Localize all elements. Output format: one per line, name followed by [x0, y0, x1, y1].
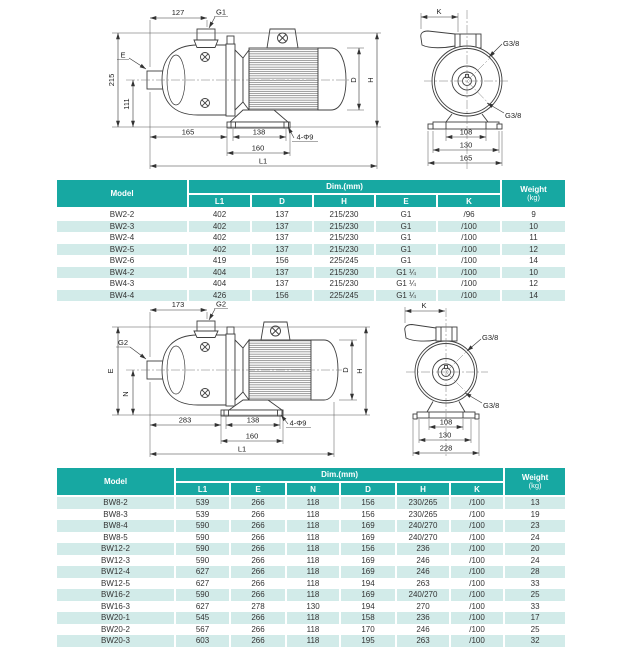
value-cell: /100: [450, 612, 504, 624]
inlet-label: E: [120, 50, 126, 60]
weight-unit: (kg): [528, 481, 542, 490]
col-header-d: D: [340, 482, 396, 496]
model-cell: BW2-3: [56, 221, 188, 233]
dim-label-height: H: [366, 77, 375, 83]
value-cell: /100: [437, 278, 501, 290]
value-cell: 156: [340, 509, 396, 521]
table-row: [56, 520, 566, 532]
value-cell: 137: [251, 221, 313, 233]
model-cell: BW8-4: [56, 520, 175, 532]
value-cell: 590: [175, 555, 230, 567]
port-upper-label: G3/8: [482, 333, 499, 342]
value-cell: 118: [286, 543, 340, 555]
value-cell: 14: [501, 290, 566, 302]
value-cell: 17: [504, 612, 566, 624]
value-cell: 230/265: [396, 496, 450, 509]
table-row: [56, 509, 566, 521]
value-cell: 240/270: [396, 589, 450, 601]
value-cell: 266: [230, 520, 286, 532]
col-header-h: H: [396, 482, 450, 496]
value-cell: 10: [501, 221, 566, 233]
weight-label: Weight: [521, 473, 549, 482]
table-row: [56, 624, 566, 636]
value-cell: /100: [437, 267, 501, 279]
value-cell: /100: [437, 244, 501, 256]
weight-label: Weight: [520, 185, 547, 194]
col-header-d: D: [251, 194, 313, 208]
dim-label-foot: 160: [245, 431, 259, 441]
value-cell: 14: [501, 255, 566, 267]
value-cell: /100: [450, 520, 504, 532]
value-cell: 11: [501, 232, 566, 244]
value-cell: 23: [504, 520, 566, 532]
value-cell: 404: [188, 278, 251, 290]
port-lower-label: G3/8: [483, 401, 500, 410]
table-row: [56, 589, 566, 601]
value-cell: 240/270: [396, 532, 450, 544]
value-cell: G1: [375, 221, 437, 233]
value-cell: 33: [504, 578, 566, 590]
value-cell: 225/245: [313, 255, 375, 267]
value-cell: 156: [340, 496, 396, 509]
value-cell: G1: [375, 255, 437, 267]
dim-label-k: K: [421, 301, 427, 310]
dim-label-k: K: [436, 7, 442, 16]
value-cell: 402: [188, 244, 251, 256]
dim-label-108: 108: [459, 127, 473, 137]
table-row: [56, 543, 566, 555]
value-cell: 118: [286, 578, 340, 590]
table-row: [56, 232, 566, 244]
value-cell: 236: [396, 612, 450, 624]
dim-label-base-left: 283: [178, 415, 192, 425]
model-cell: BW8-3: [56, 509, 175, 521]
dim-label-foot: 160: [251, 143, 265, 153]
model-cell: BW8-2: [56, 496, 175, 509]
value-cell: 25: [504, 589, 566, 601]
dim-label-holes-span: 138: [252, 127, 266, 137]
dim-label-108: 108: [439, 417, 453, 427]
value-cell: 246: [396, 566, 450, 578]
value-cell: G1 ¼: [375, 267, 437, 279]
value-cell: G1: [375, 232, 437, 244]
value-cell: 266: [230, 624, 286, 636]
weight-unit: (kg): [527, 193, 541, 202]
dim-label-motor-dia: D: [341, 367, 350, 373]
value-cell: 118: [286, 496, 340, 509]
col-header-k: K: [437, 194, 501, 208]
model-cell: BW4-4: [56, 290, 188, 302]
value-cell: 169: [340, 589, 396, 601]
port-lower-label: G3/8: [505, 111, 522, 120]
value-cell: 118: [286, 520, 340, 532]
table-row: [56, 601, 566, 613]
value-cell: 266: [230, 635, 286, 647]
value-cell: 215/230: [313, 208, 375, 221]
holes-label: 4-Φ9: [296, 132, 314, 142]
col-header-l1: L1: [188, 194, 251, 208]
value-cell: 9: [501, 208, 566, 221]
value-cell: 545: [175, 612, 230, 624]
model-cell: BW2-5: [56, 244, 188, 256]
col-header-l1: L1: [175, 482, 230, 496]
dim-label-height-total: 215: [107, 73, 116, 87]
dim-label-length: L1: [237, 444, 247, 454]
value-cell: 156: [251, 290, 313, 302]
value-cell: 225/245: [313, 290, 375, 302]
value-cell: 118: [286, 555, 340, 567]
value-cell: 240/270: [396, 520, 450, 532]
value-cell: 230/265: [396, 509, 450, 521]
value-cell: 118: [286, 612, 340, 624]
model-cell: BW2-2: [56, 208, 188, 221]
model-cell: BW8-5: [56, 532, 175, 544]
dim-label-top: 127: [171, 8, 185, 17]
dim-label-holes-span: 138: [246, 415, 260, 425]
spec-table-2: [55, 466, 567, 647]
value-cell: 627: [175, 601, 230, 613]
value-cell: /100: [437, 255, 501, 267]
dim-label-130: 130: [459, 140, 473, 150]
table-row: [56, 221, 566, 233]
value-cell: 215/230: [313, 278, 375, 290]
value-cell: 215/230: [313, 267, 375, 279]
model-cell: BW20-3: [56, 635, 175, 647]
table-row: [56, 267, 566, 279]
value-cell: 169: [340, 566, 396, 578]
port-upper-label: G3/8: [503, 39, 520, 48]
value-cell: /100: [450, 589, 504, 601]
col-header-dim-group: Dim.(mm): [175, 467, 504, 482]
value-cell: /100: [450, 509, 504, 521]
dim-label-base-left: 165: [181, 127, 195, 137]
col-header-weight: [504, 467, 566, 496]
value-cell: 195: [340, 635, 396, 647]
value-cell: 266: [230, 612, 286, 624]
value-cell: 266: [230, 509, 286, 521]
value-cell: 12: [501, 278, 566, 290]
value-cell: 137: [251, 208, 313, 221]
value-cell: /100: [437, 232, 501, 244]
value-cell: 266: [230, 496, 286, 509]
table-row: [56, 496, 566, 509]
col-header-n: N: [286, 482, 340, 496]
value-cell: 266: [230, 566, 286, 578]
value-cell: 567: [175, 624, 230, 636]
value-cell: /100: [450, 578, 504, 590]
model-cell: BW12-5: [56, 578, 175, 590]
table-row: [56, 635, 566, 647]
value-cell: 156: [340, 543, 396, 555]
value-cell: 137: [251, 267, 313, 279]
value-cell: 590: [175, 543, 230, 555]
value-cell: 426: [188, 290, 251, 302]
value-cell: 12: [501, 244, 566, 256]
value-cell: 539: [175, 509, 230, 521]
model-cell: BW12-3: [56, 555, 175, 567]
value-cell: 270: [396, 601, 450, 613]
value-cell: /100: [450, 532, 504, 544]
value-cell: /100: [450, 601, 504, 613]
value-cell: 603: [175, 635, 230, 647]
value-cell: 170: [340, 624, 396, 636]
col-header-k: K: [450, 482, 504, 496]
dim-label-length: L1: [258, 156, 268, 166]
dim-label-height: H: [355, 368, 364, 374]
value-cell: 236: [396, 543, 450, 555]
table-row: [56, 255, 566, 267]
port-label: G2: [215, 299, 227, 309]
model-cell: BW4-2: [56, 267, 188, 279]
table-row: [56, 555, 566, 567]
model-cell: BW12-2: [56, 543, 175, 555]
value-cell: /100: [450, 543, 504, 555]
value-cell: 402: [188, 232, 251, 244]
value-cell: 402: [188, 221, 251, 233]
pump-side-view: [147, 321, 338, 416]
value-cell: 263: [396, 578, 450, 590]
value-cell: /100: [437, 290, 501, 302]
value-cell: /100: [437, 221, 501, 233]
value-cell: /100: [450, 566, 504, 578]
col-header-model: Model: [56, 467, 175, 496]
value-cell: 137: [251, 232, 313, 244]
dimension-diagram-1: [0, 0, 618, 178]
value-cell: 137: [251, 244, 313, 256]
value-cell: /100: [450, 635, 504, 647]
value-cell: /96: [437, 208, 501, 221]
value-cell: 266: [230, 543, 286, 555]
col-header-model: Model: [56, 179, 188, 208]
col-header-e: E: [375, 194, 437, 208]
value-cell: 19: [504, 509, 566, 521]
value-cell: 33: [504, 601, 566, 613]
value-cell: 278: [230, 601, 286, 613]
model-cell: BW16-2: [56, 589, 175, 601]
value-cell: 130: [286, 601, 340, 613]
value-cell: 13: [504, 496, 566, 509]
value-cell: 118: [286, 624, 340, 636]
value-cell: 118: [286, 509, 340, 521]
dimension-diagram-2: [0, 298, 618, 466]
value-cell: 402: [188, 208, 251, 221]
value-cell: 28: [504, 566, 566, 578]
model-cell: BW20-1: [56, 612, 175, 624]
pump-end-view: [421, 31, 502, 129]
value-cell: 169: [340, 532, 396, 544]
table-2-body: [56, 496, 566, 647]
dim-label-top: 173: [171, 300, 185, 309]
table-row: [56, 566, 566, 578]
col-header-dim-group: Dim.(mm): [188, 179, 501, 194]
value-cell: 24: [504, 532, 566, 544]
table-row: [56, 612, 566, 624]
col-header-h: H: [313, 194, 375, 208]
dim-label-165: 165: [459, 153, 473, 163]
value-cell: G1 ¼: [375, 290, 437, 302]
table-row: [56, 278, 566, 290]
model-cell: BW2-4: [56, 232, 188, 244]
model-cell: BW4-3: [56, 278, 188, 290]
dim-label-height-total: E: [106, 368, 115, 374]
value-cell: 158: [340, 612, 396, 624]
value-cell: 169: [340, 555, 396, 567]
model-cell: BW12-4: [56, 566, 175, 578]
value-cell: 25: [504, 624, 566, 636]
value-cell: 266: [230, 555, 286, 567]
value-cell: 20: [504, 543, 566, 555]
value-cell: 10: [501, 267, 566, 279]
table-row: [56, 532, 566, 544]
table-1-body: [56, 208, 566, 301]
value-cell: 590: [175, 589, 230, 601]
table-row: [56, 578, 566, 590]
dim-label-axis-height: N: [121, 391, 130, 397]
col-header-e: E: [230, 482, 286, 496]
value-cell: 194: [340, 578, 396, 590]
value-cell: 118: [286, 566, 340, 578]
col-header-weight: [501, 179, 566, 208]
value-cell: 32: [504, 635, 566, 647]
value-cell: 169: [340, 520, 396, 532]
value-cell: 404: [188, 267, 251, 279]
holes-label: 4-Φ9: [289, 418, 307, 428]
spec-table-1: [55, 178, 567, 301]
value-cell: 246: [396, 555, 450, 567]
value-cell: 24: [504, 555, 566, 567]
model-cell: BW2-6: [56, 255, 188, 267]
value-cell: 419: [188, 255, 251, 267]
value-cell: 137: [251, 278, 313, 290]
value-cell: 118: [286, 635, 340, 647]
dim-label-axis-height: 111: [122, 98, 131, 110]
table-1-header: [56, 179, 566, 208]
value-cell: 194: [340, 601, 396, 613]
inlet-label: G2: [117, 338, 129, 347]
value-cell: /100: [450, 624, 504, 636]
value-cell: 156: [251, 255, 313, 267]
value-cell: G1: [375, 208, 437, 221]
value-cell: 539: [175, 496, 230, 509]
value-cell: /100: [450, 496, 504, 509]
value-cell: 266: [230, 578, 286, 590]
dim-label-130: 130: [438, 430, 452, 440]
value-cell: 263: [396, 635, 450, 647]
value-cell: 118: [286, 589, 340, 601]
model-cell: BW16-3: [56, 601, 175, 613]
value-cell: 215/230: [313, 221, 375, 233]
value-cell: 590: [175, 520, 230, 532]
table-2-header: [56, 467, 566, 496]
value-cell: 215/230: [313, 244, 375, 256]
value-cell: 590: [175, 532, 230, 544]
value-cell: G1 ¼: [375, 278, 437, 290]
table-row: [56, 208, 566, 221]
value-cell: 118: [286, 532, 340, 544]
value-cell: 266: [230, 532, 286, 544]
dim-label-motor-dia: D: [349, 77, 358, 83]
value-cell: 627: [175, 566, 230, 578]
port-label: G1: [215, 7, 227, 17]
value-cell: /100: [450, 555, 504, 567]
model-cell: BW20-2: [56, 624, 175, 636]
dim-label-228: 228: [439, 443, 453, 453]
value-cell: 215/230: [313, 232, 375, 244]
pump-side-view: [147, 29, 346, 128]
value-cell: G1: [375, 244, 437, 256]
value-cell: 246: [396, 624, 450, 636]
value-cell: 266: [230, 589, 286, 601]
table-row: [56, 244, 566, 256]
value-cell: 627: [175, 578, 230, 590]
